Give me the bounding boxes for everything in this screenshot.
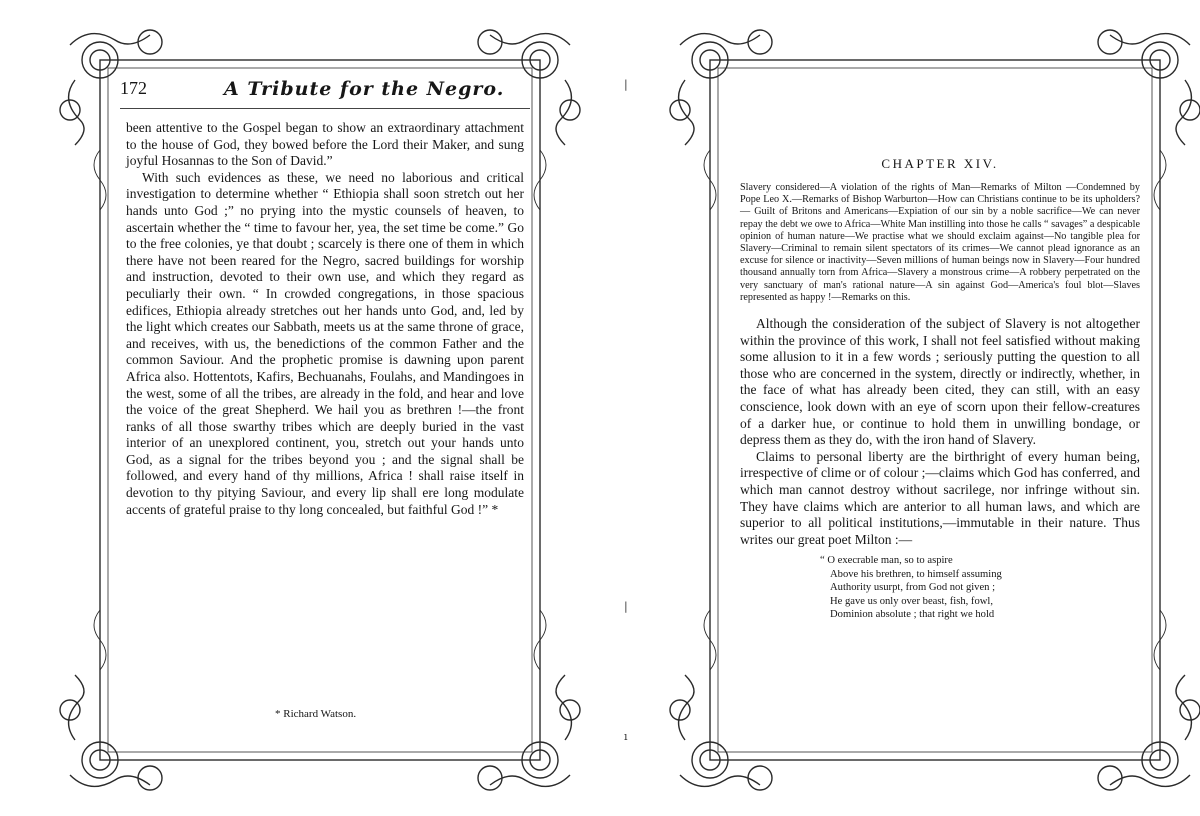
- chapter-argument: Slavery considered—A violation of the rights of Man—Remarks of Milton —Condemned by Pope Leo X.—Remarks of Bishop Warburton—How can Christians continue to be its upholders?— Guilt of Britons and Americans—Expiation of our sin by a noble sacrifice—We can never repay the debt we owe to Africa—White Man instilling into those he calls “ savages” a despicable opinion of human nature—We practise what we should exclaim against—No tangible plea for Slavery—Criminal to remain silent spectators of its crimes—We cannot plead ignorance as an excuse for silence or inactivity—Seven millions of human beings now in Slavery—Four hundred thousand annually torn from Africa—Slavery a monstrous crime—A robbery perpetrated on the very sanctuary of man's rational nature—A sin against God—America's foul blot—Slaves represented as happy !—Remarks on this.: [740, 182, 1140, 303]
- paragraph: been attentive to the Gospel began to show an extraordinary attachment to the house of God, they bowed before the Lord their Maker, and sung joyful Hosannas to the Son of David.”: [126, 120, 524, 169]
- left-body: [126, 120, 524, 518]
- poem-line: Above his brethren, to himself assuming: [830, 568, 1002, 580]
- gutter-mark-icon: |: [624, 78, 628, 91]
- paragraph: Claims to personal liberty are the birthright of every human being, irrespective of clime or of colour ;—claims which God has conferred, and which man cannot destroy without sacrilege, nor infringe without sin. They have claims which are anterior to all human laws, and which are superior to all political institutions,—immutable in their nature. Thus writes our great poet Milton :—: [740, 448, 1140, 547]
- poem-quote: [820, 554, 1140, 621]
- poem-line: “ O execrable man, so to aspire: [820, 555, 953, 567]
- page-number: 172: [120, 78, 147, 98]
- right-page: [600, 0, 1200, 816]
- chapter-title: CHAPTER XIV.: [881, 156, 999, 171]
- paragraph: With such evidences as these, we need no laborious and critical investigation to determine whether “ Ethiopia shall soon stretch out her hands unto God ;” no prying into the mystic counsels of heaven, to ascertain whether the “ time to favour her, yea, the set time be come.” Go to the free colonies, ye that doubt ; scarcely is there one of them in which there have not been reared for the Negro, sacred buildings for worship and instruction, devoted to their own use, and which they regard as peculiarly their own. “ In crowded congregations, in those spacious edifices, Ethiopia already stretches out her hands unto God, and, led by the light which creates our Sabbath, meets us at the same throne of grace, and receives, with us, the benedictions of the common Father and the common Saviour. And the prophetic promise is dawning upon parent Africa also. Hottentots, Kafirs, Bechuanahs, Foulahs, and Mandingoes in the west, some of all the tribes, are already in the fold, and hear and love the voice of the great Shepherd. We hail you as brethren !—the front ranks of all those swarthy tribes which are deeply buried in the vast interior of an unexplored continent, you, stretch out your hands unto God, as a signal for the tribes beyond you ; and the signal shall be followed, and every hand of thy millions, Africa ! shall raise itself in devotion to thy pitying Saviour, and every lip shall ere long modulate accents of grateful praise to thy long concealed, but faithful God !” *: [126, 169, 524, 517]
- running-head: A Tribute for the Negro.: [224, 78, 505, 100]
- header-rule: [120, 108, 530, 109]
- footnote: * Richard Watson.: [275, 708, 357, 720]
- gutter-mark-icon: |: [624, 600, 628, 613]
- gutter-mark-icon: ı: [624, 730, 628, 743]
- paragraph: Although the consideration of the subject of Slavery is not altogether within the province of this work, I shall not feel satisfied without making some allusion to it in a few words ; seriously putting the question to all those who are concerned in the system, directly or indirectly, whether, in the face of what has already been cited, they can still, with an easy conscience, look down with an eye of scorn upon their fellow-creatures of a darker hue, or continue to hold them in unwilling bondage, or depress them as they do, with the iron hand of Slavery.: [740, 316, 1140, 448]
- right-body: [740, 156, 1140, 621]
- page-header: [120, 78, 530, 104]
- poem-line: He gave us only over beast, fish, fowl,: [830, 595, 993, 607]
- poem-line: Dominion absolute ; that right we hold: [830, 608, 995, 620]
- poem-line: Authority usurpt, from God not given ;: [830, 582, 996, 594]
